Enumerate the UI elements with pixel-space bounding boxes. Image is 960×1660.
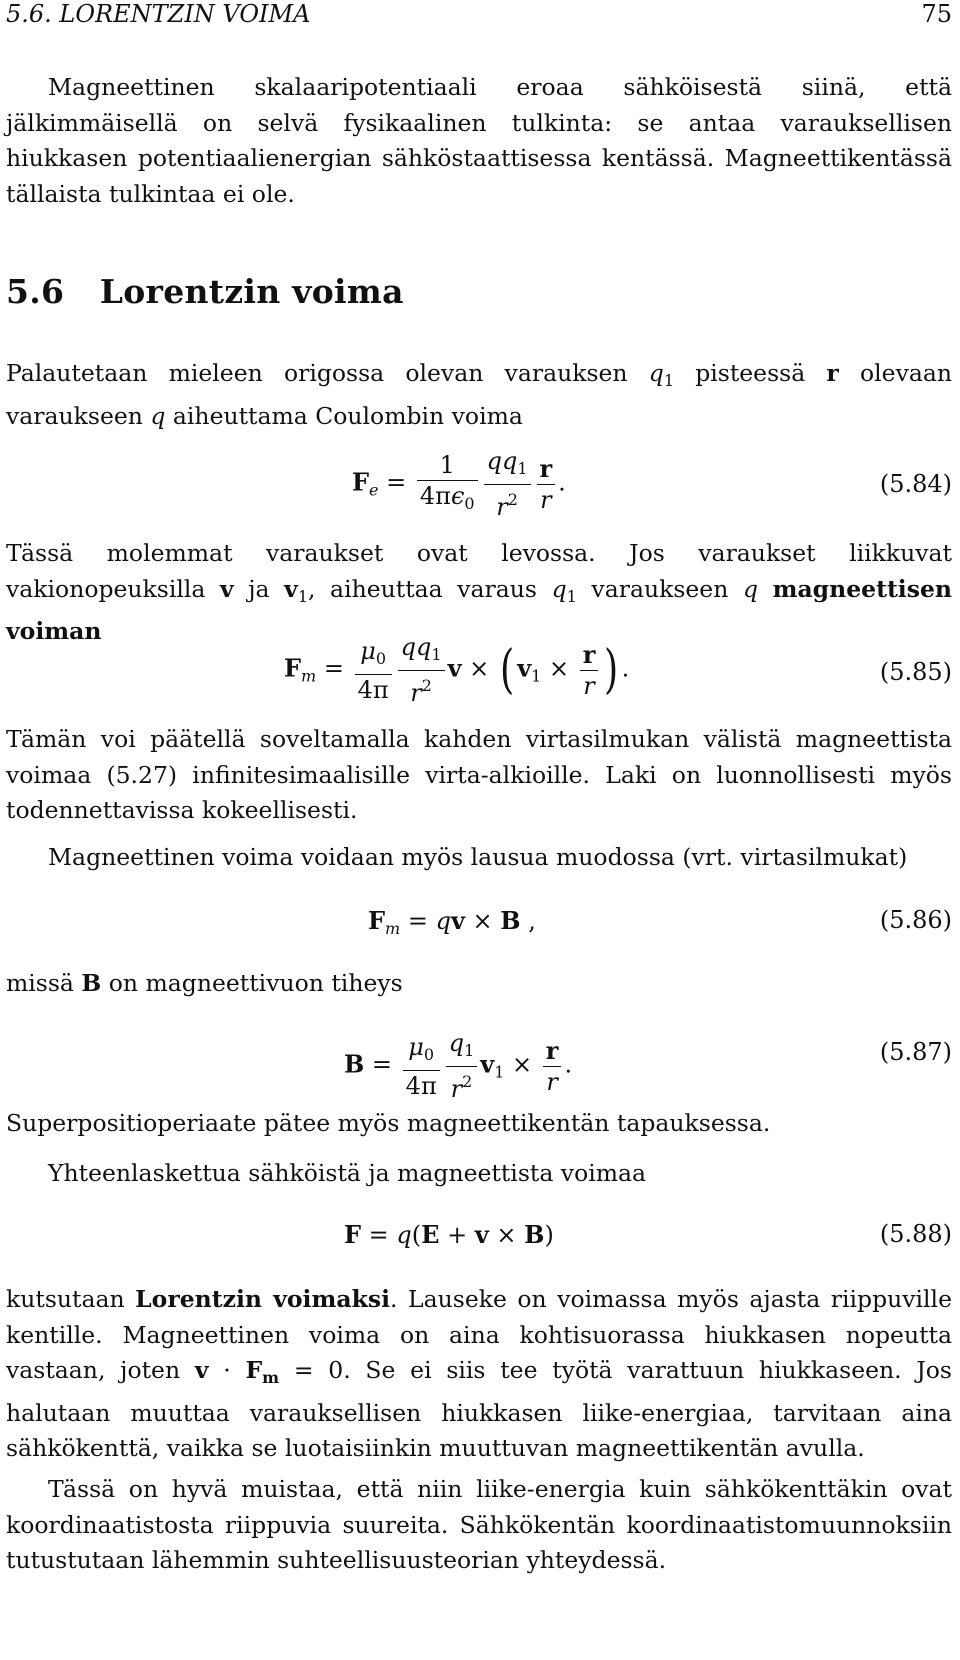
equation-number: (5.85)	[879, 658, 952, 686]
paragraph-derivation: Tämän voi päätellä soveltamalla kahden virtasilmukan välistä magneettista voimaa (5.27) infinitesimaalisille virta-alkioille. Laki on luonnollisesti myös todennettavissa kokeellisesti.	[6, 725, 952, 824]
paragraph-moving-charges: Tässä molemmat varaukset ovat levossa. Jos varaukset liikkuvat vakionopeuksilla v ja $v_1$, aiheuttaa varaus $q_1$ varaukseen q magneettisen voiman	[6, 539, 952, 645]
paragraph-scalar-potential: Magneettinen skalaaripotentiaali eroaa sähköisestä siinä, että jälkimmäisellä on selvä fysikaalinen tulkinta: se antaa varauksellisen hiukkasen potentiaalienergian sähköstaattisessa kentässä. Magneettikentässä tällaista tulkintaa ei ole.	[6, 73, 952, 208]
paragraph-frame-dependence: Tässä on hyvä muistaa, että niin liike-energia kuin sähkökenttäkin ovat koordinaatistosta riippuvia suureita. Sähkökentän koordinaatistomuunnoksiin tutustutaan lähemmin suhteellisuusteorian yhteydessä.	[6, 1475, 952, 1574]
equation-flux-density: B = $\frac{\mu_0}{4\pi}$ $\frac{q_1}{r^2}$ $v_1$ × $\frac{r}{r}$ .	[344, 1029, 573, 1103]
equation-number: (5.86)	[879, 906, 952, 934]
equation-coulomb-force: $F_e$ = $\frac{1}{4\pi\epsilon_0}$ $\frac{qq_1}{r^2}$ $\frac{r}{r}$ .	[352, 447, 566, 521]
paragraph-lorentz-definition: kutsutaan Lorentzin voimaksi. Lauseke on voimassa myös ajasta riippuville kentille. Magneettinen voima on aina kohtisuorassa hiukkasen nopeutta vastaan, joten $v \cdot F_m = 0$. Se ei siis tee työtä varattuun hiukkaseen. Jos halutaan muuttaa varauksellisen hiukkasen liike-energiaa, tarvitaan aina sähkökenttä, vaikka se luotaisiinkin muuttuvan magneettikentän avulla.	[6, 1285, 952, 1462]
paragraph-coulomb-intro: Palautetaan mieleen origossa olevan varauksen $q_1$ pisteessä r olevaan varaukseen q aiheuttama Coulombin voima	[6, 359, 952, 430]
equation-magnetic-force: $F_m$ = $\frac{\mu_0}{4\pi}$ $\frac{qq_1}{r^2}$ v × ( $v_1$ × $\frac{r}{r}$ ) .	[284, 633, 630, 707]
paragraph-flux-density: missä B on magneettivuon tiheys	[6, 969, 403, 997]
paragraph-superposition: Superpositioperiaate pätee myös magneettikentän tapauksessa.	[6, 1109, 771, 1137]
running-header	[6, 0, 952, 30]
running-title: 5.6. LORENTZIN VOIMA	[6, 0, 311, 28]
section-number: 5.6	[6, 272, 65, 311]
paragraph-alt-form: Magneettinen voima voidaan myös lausua muodossa (vrt. virtasilmukat)	[48, 843, 908, 871]
equation-lorentz-force: F = q(E + v × B)	[344, 1220, 554, 1249]
equation-number: (5.84)	[879, 470, 952, 498]
section-title: Lorentzin voima	[99, 272, 404, 311]
paragraph-combined-force: Yhteenlaskettua sähköistä ja magneettista voimaa	[48, 1159, 647, 1187]
page-number: 75	[921, 0, 952, 28]
section-heading	[6, 272, 404, 311]
equation-number: (5.88)	[879, 1220, 952, 1248]
equation-number: (5.87)	[879, 1038, 952, 1066]
equation-force-qvb: $F_m$ = qv × B ,	[368, 906, 536, 938]
